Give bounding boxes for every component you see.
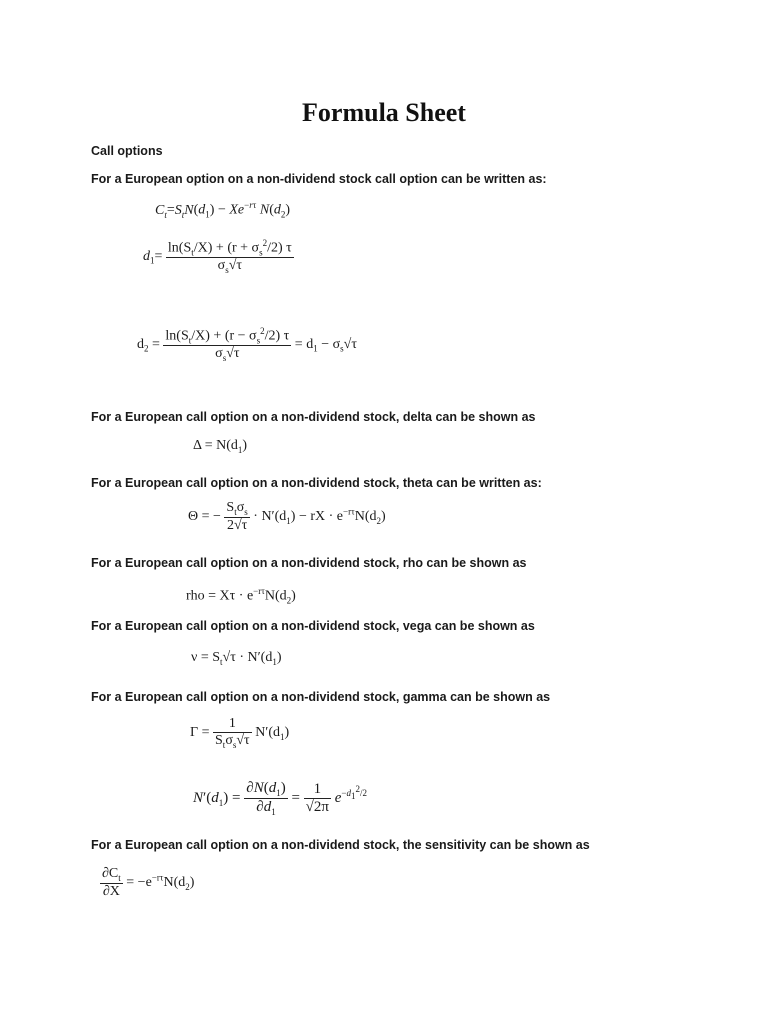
call-price-formula: $C_t=S_tN(d_1) - Xe^{-r\tau}$ $N(d_2)$ <box>155 200 291 220</box>
normal-density-formula: $N'(d_1)$ = $\frac{\partial N(d_1)}{\partial d_1}$ = $\frac{1}{√2\pi}$ $e^{-d_1^2/2}$ <box>193 780 367 817</box>
rho-formula: rho = $X\tau \cdot e^{-r\tau}N(d_2)$ <box>186 586 296 606</box>
d2-formula: $d_2$ = $\frac{\ln(S_t/X) + (r - \sigma_s^2/2) \tau}{\sigma_s√\tau}$ = $d_1 - \sigma_s√\tau$ <box>137 326 357 364</box>
paragraph-call-option: For a European option on a non-dividend stock call option can be written as: <box>91 172 547 186</box>
delta-formula: $\Delta = N(d_1)$ <box>193 438 248 455</box>
paragraph-theta: For a European call option on a non-dividend stock, theta can be written as: <box>91 476 542 490</box>
paragraph-gamma: For a European call option on a non-dividend stock, gamma can be shown as <box>91 690 551 704</box>
vega-formula: $\nu = S_t√\tau \cdot N'(d_1)$ <box>191 650 282 667</box>
theta-formula: Θ = − $\frac{S_t\sigma_s}{2√\tau}$ · $N'(d_1)$ − rX · $e^{-r\tau}N(d_2)$ <box>188 500 386 533</box>
gamma-formula: Γ = $\frac{1}{S_t\sigma_s√\tau}$ $N'(d_1)$ <box>190 716 290 750</box>
paragraph-delta: For a European call option on a non-dividend stock, delta can be shown as <box>91 410 536 424</box>
sensitivity-formula: $\frac{\partial C_t}{\partial X}$ = $-e^{-r\tau}N(d_2)$ <box>102 866 195 899</box>
page-title: Formula Sheet <box>302 98 466 127</box>
paragraph-vega: For a European call option on a non-dividend stock, vega can be shown as <box>91 619 535 633</box>
section-heading-call-options: Call options <box>91 144 163 158</box>
paragraph-rho: For a European call option on a non-dividend stock, rho can be shown as <box>91 556 527 570</box>
paragraph-sensitivity: For a European call option on a non-dividend stock, the sensitivity can be shown as <box>91 838 590 852</box>
d1-formula: $d_1=$ $\frac{\ln(S_t/X) + (r + \sigma_s^2/2) \tau}{\sigma_s√\tau}$ <box>143 238 292 276</box>
